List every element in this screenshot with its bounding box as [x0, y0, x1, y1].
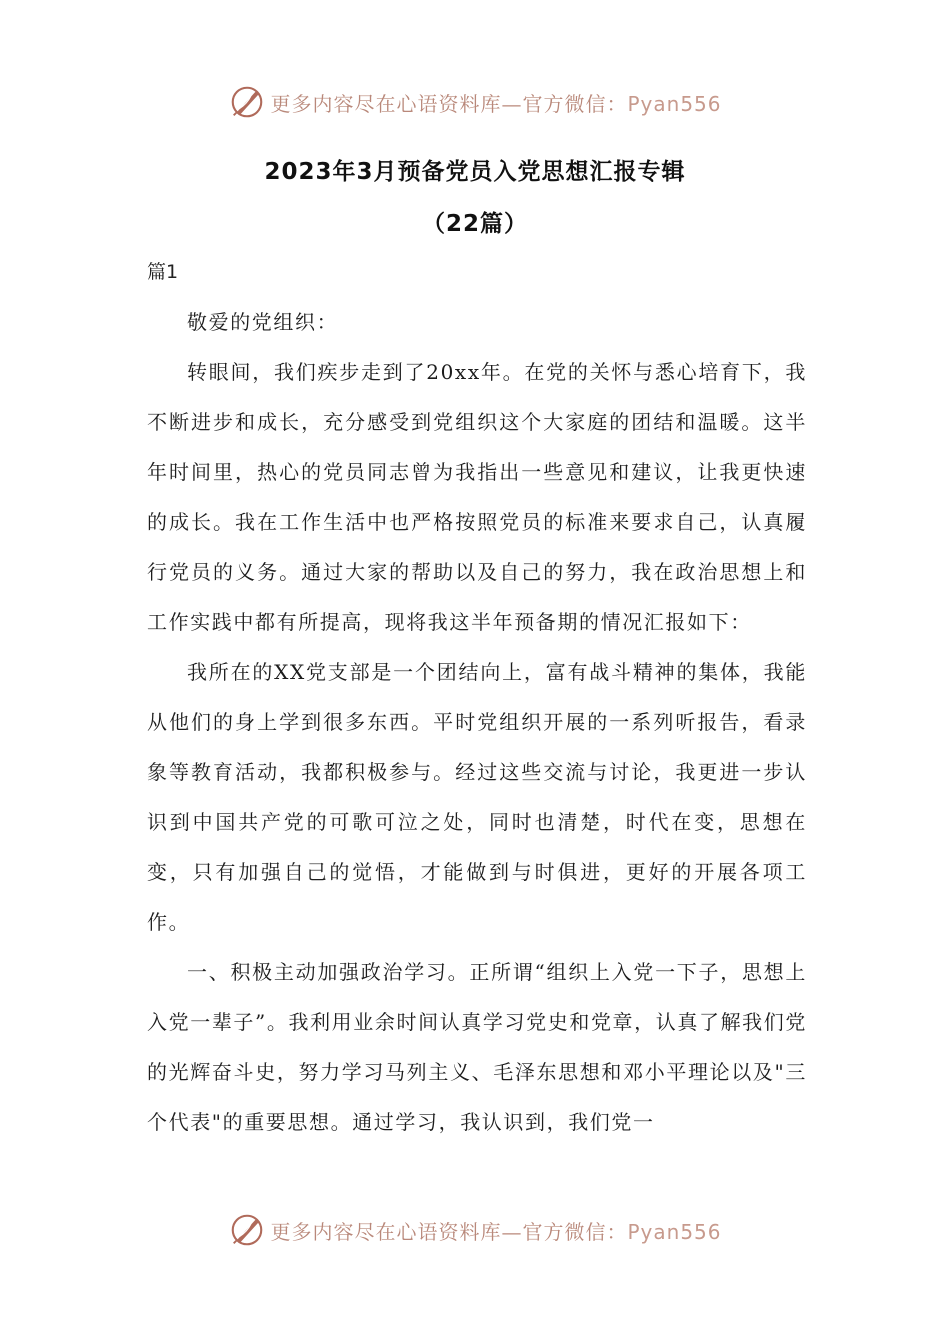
quill-logo-icon — [228, 83, 266, 121]
watermark-text: 更多内容尽在心语资料库—官方微信： — [270, 1219, 628, 1244]
watermark-wechat-id: Pyan556 — [627, 91, 722, 116]
document-title: 2023年3月预备党员入党思想汇报专辑 — [264, 159, 686, 185]
quill-logo-icon — [228, 1211, 266, 1249]
salutation: 敬爱的党组织： — [187, 310, 339, 334]
watermark-wechat-id: Pyan556 — [627, 1219, 722, 1244]
section-label: 篇1 — [147, 261, 179, 283]
watermark-banner-bottom — [0, 1208, 950, 1252]
document-subtitle: （22篇） — [421, 211, 528, 237]
paragraph: 转眼间，我们疾步走到了20xx年。在党的关怀与悉心培育下，我不断进步和成长，充分感受到党组织这个大家庭的团结和温暖。这半年时间里，热心的党员同志曾为我指出一些意见和建议，让我更快速的成长。我在工作生活中也严格按照党员的标准来要求自己，认真履行党员的义务。通过大家的帮助以及自己的努力，我在政治思想上和工作实践中都有所提高，现将我这半年预备期的情况汇报如下： — [147, 360, 807, 634]
watermark-banner-top — [0, 80, 950, 124]
paragraph: 一、积极主动加强政治学习。正所谓“组织上入党一下子，思想上入党一辈子”。我利用业余时间认真学习党史和党章，认真了解我们党的光辉奋斗史，努力学习马列主义、毛泽东思想和邓小平理论以及"三个代表"的重要思想。通过学习，我认识到，我们党一 — [147, 960, 807, 1134]
paragraph: 我所在的XX党支部是一个团结向上，富有战斗精神的集体，我能从他们的身上学到很多东西。平时党组织开展的一系列听报告，看录象等教育活动，我都积极参与。经过这些交流与讨论，我更进一步认识到中国共产党的可歌可泣之处，同时也清楚，时代在变，思想在变，只有加强自己的觉悟，才能做到与时俱进，更好的开展各项工作。 — [147, 660, 807, 934]
watermark-text: 更多内容尽在心语资料库—官方微信： — [270, 91, 628, 116]
document-body — [147, 297, 807, 1147]
